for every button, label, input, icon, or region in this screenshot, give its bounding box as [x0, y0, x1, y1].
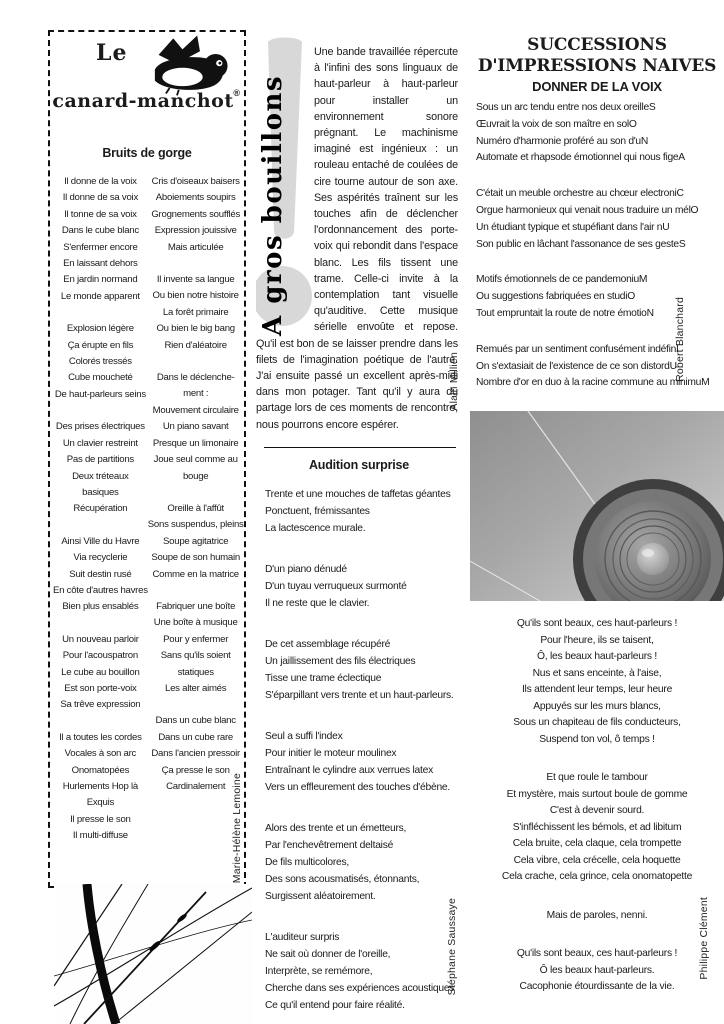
stanza: C'était un meuble orchestre au chœur electroniC Orgue harmonieux qui venait nous traduire un mélO Un étudiant typique et stupéfiant dans l'air nU Son public en lâchant l'assonance de ses gesteS — [476, 188, 699, 250]
stanza: Alors des trente et un émetteurs, Par l'enchevêtrement deltaisé De fils multicolores, Des sons acousmatisés, étonnants, Surgissent aléatoirement. — [265, 822, 420, 902]
right-column-title — [470, 35, 724, 77]
stanza: Cris d'oiseaux baisers Aboiements soupirs Grognements soufflés Expression jouissive Mais articulée — [151, 176, 241, 253]
left-box-heading: Bruits de gorge — [102, 146, 192, 160]
logo-wordmark: canard-manchot — [52, 90, 234, 112]
audition-surprise-poem — [256, 486, 462, 1014]
stanza: Et que roule le tambour Et mystère, mais surtout boule de gomme C'est à devenir sourd. S'infléchissent les bémols, et ad libitum Cela bruite, cela claque, cela trompette Cela vibre, cela crécelle, cela hoquette Cela crache, cela grince, cela onomatopette — [501, 772, 693, 883]
stanza: Des prises électriques Un clavier restreint Pas de partitions Deux tréteaux basiques Récupération — [55, 421, 145, 515]
stanza: Il a toutes les cordes Vocales à son arc Onomatopées Hurlements Hop là Exquis Il presse le son Il multi-diffuse — [59, 731, 142, 842]
section-title-a-gros-bouillons: A gros bouillons — [258, 74, 288, 336]
author-marie-helene-lemoine: Marie-Hélène Lemoine — [231, 772, 243, 883]
wires-photo — [54, 884, 252, 1024]
stanza: Un nouveau parloir Pour l'acouspatron Le cube au bouillon Est son porte-voix Sa trêve expression — [60, 633, 141, 711]
stanza: Mais de paroles, nenni. — [546, 909, 648, 921]
left-column-box — [48, 30, 246, 888]
author-philippe-clement: Philippe Clément — [698, 897, 710, 980]
stanza: Fabriquer une boîte Une boîte à musique Pour y enfermer Sans qu'ils soient statiques Les alter aimés — [153, 600, 238, 694]
right-column-subtitle: DONNER DE LA VOIX — [532, 79, 662, 94]
stanza: Dans le déclenche- ment : Mouvement circulaire Un piano savant Presque un limonaire Joue seul comme au bouge — [152, 372, 239, 482]
registered-mark: ® — [233, 88, 240, 98]
stanza: Il donne de la voix Il donne de sa voix Il tonne de sa voix Dans le cube blanc S'enfermer encore En laissant dehors En jardin normand Le monde apparent — [60, 176, 140, 302]
penguin-logo-icon — [142, 34, 234, 96]
right-column — [470, 35, 724, 1024]
stanza: Seul a suffi l'index Pour initier le moteur moulinex Entraînant le cylindre aux verrues latex Vers un effleurement des touches d'ébène. — [265, 730, 451, 793]
stanza: De cet assemblage récupéré Un jaillissement des fils électriques Tisse une trame éclectique S'éparpillant vers trente et un haut-parleurs. — [265, 638, 454, 701]
title-line-2: D'IMPRESSIONS NAIVES — [477, 56, 717, 76]
stanza: L'auditeur surpris Ne sait où donner de l'oreille, Interprète, se remémore, Cherche dans ses expériences acoustiques Ce qu'il entend pour faire réalité. — [265, 931, 455, 1011]
stanza: Explosion légère Ça érupte en fils Colorés tressés Cube moucheté De haut-parleurs seins — [54, 323, 146, 400]
middle-column — [256, 30, 462, 1024]
speaker-photo — [470, 411, 724, 601]
section-divider — [264, 447, 456, 448]
stanza: Qu'ils sont beaux, ces haut-parleurs ! Ô les beaux haut-parleurs. Cacophonie étourdissante de la vie. — [516, 948, 678, 993]
prose-text: Une bande travaillée répercute à l'infini des sons linguaux de haut-parleur à haut-parleur pour installer un environnement sonore prégnant. Le machinisme imaginé est ingénieux : un rouleau entaché de coulées de cire tourne autour de son axe. Ses aspérités traînent sur les touches afin de déclencher l'ordonnancement des porte-voix qui rebondit dans l'espace blanc. Les fils tissent une trame. Celle-ci invite à la contemplation tant visuelle qu'auditive. Cette musique sérielle envoûte et repose. Qu'il est bon de se laisser prendre dans les filets de l'imagination poétique de l'autre. J'ai ensuite passé un excellent après-midi dans mon potager. Tant qu'il y aura du partage lors de ces moments de rencontre, nous pourrons encore espérer. — [256, 46, 458, 431]
stanza: Motifs émotionnels de ce pandemoniuM Ou suggestions fabriquées en studiO Tout empruntait la route de notre émotioN — [476, 274, 654, 319]
title-block — [256, 30, 310, 336]
canard-manchot-logo — [50, 32, 244, 132]
poem-column-1 — [53, 174, 148, 861]
stanza: Sous un arc tendu entre nos deux oreilleS Œuvrait la voix de son maître en solO Numéro d'harmonie proféré au son d'uN Automate et rhapsode émotionnel qui nous figeA — [476, 102, 685, 164]
stanza: Qu'ils sont beaux, ces haut-parleurs ! Pour l'heure, ils se taisent, Ô, les beaux haut-parleurs ! Nus et sans enceinte, à l'aise, Ils attendent leur temps, leur heure Appuyés sur les murs blancs, Sous un chapiteau de fils conducteurs, Suspend ton vol, ô temps ! — [513, 618, 681, 745]
author-alain-millien: Alain Millien — [448, 352, 460, 411]
author-robert-blanchard: Robert Blanchard — [674, 297, 686, 382]
poem-column-2 — [148, 174, 244, 861]
title-line-1: SUCCESSIONS — [527, 35, 667, 55]
poem-columns — [50, 168, 244, 861]
stanza: Il invente sa langue Ou bien notre histoire La forêt primaire Ou bien le big bang Rien d'aléatoire — [152, 274, 239, 351]
stanza: D'un piano dénudé D'un tuyau verruqueux surmonté Il ne reste que le clavier. — [265, 563, 407, 609]
stanza: Ainsi Ville du Havre Via recyclerie Suit destin rusé En côte d'autres havres Bien plus ensablés — [53, 535, 148, 613]
author-stephane-saussaye: Stéphane Saussaye — [446, 898, 458, 996]
audition-surprise-heading: Audition surprise — [308, 457, 410, 472]
stanza: Trente et une mouches de taffetas géantes Ponctuent, frémissantes La lactescence murale. — [265, 488, 451, 534]
stanza: Dans un cube blanc Dans un cube rare Dans l'ancien pressoir Ça presse le son Cardinalement — [151, 715, 240, 792]
stanza: Remués par un sentiment confusément indéfinI On s'extasiait de l'existence de ce son distordU Nombre d'or en duo à la racine commune au minimuM — [476, 343, 710, 389]
logo-word-le: Le — [96, 40, 128, 66]
haut-parleurs-poem — [470, 616, 724, 996]
stanza: Oreille à l'affût Sons suspendus, pleins Soupe agitatrice Soupe de son humain Comme en la matrice — [147, 502, 244, 580]
